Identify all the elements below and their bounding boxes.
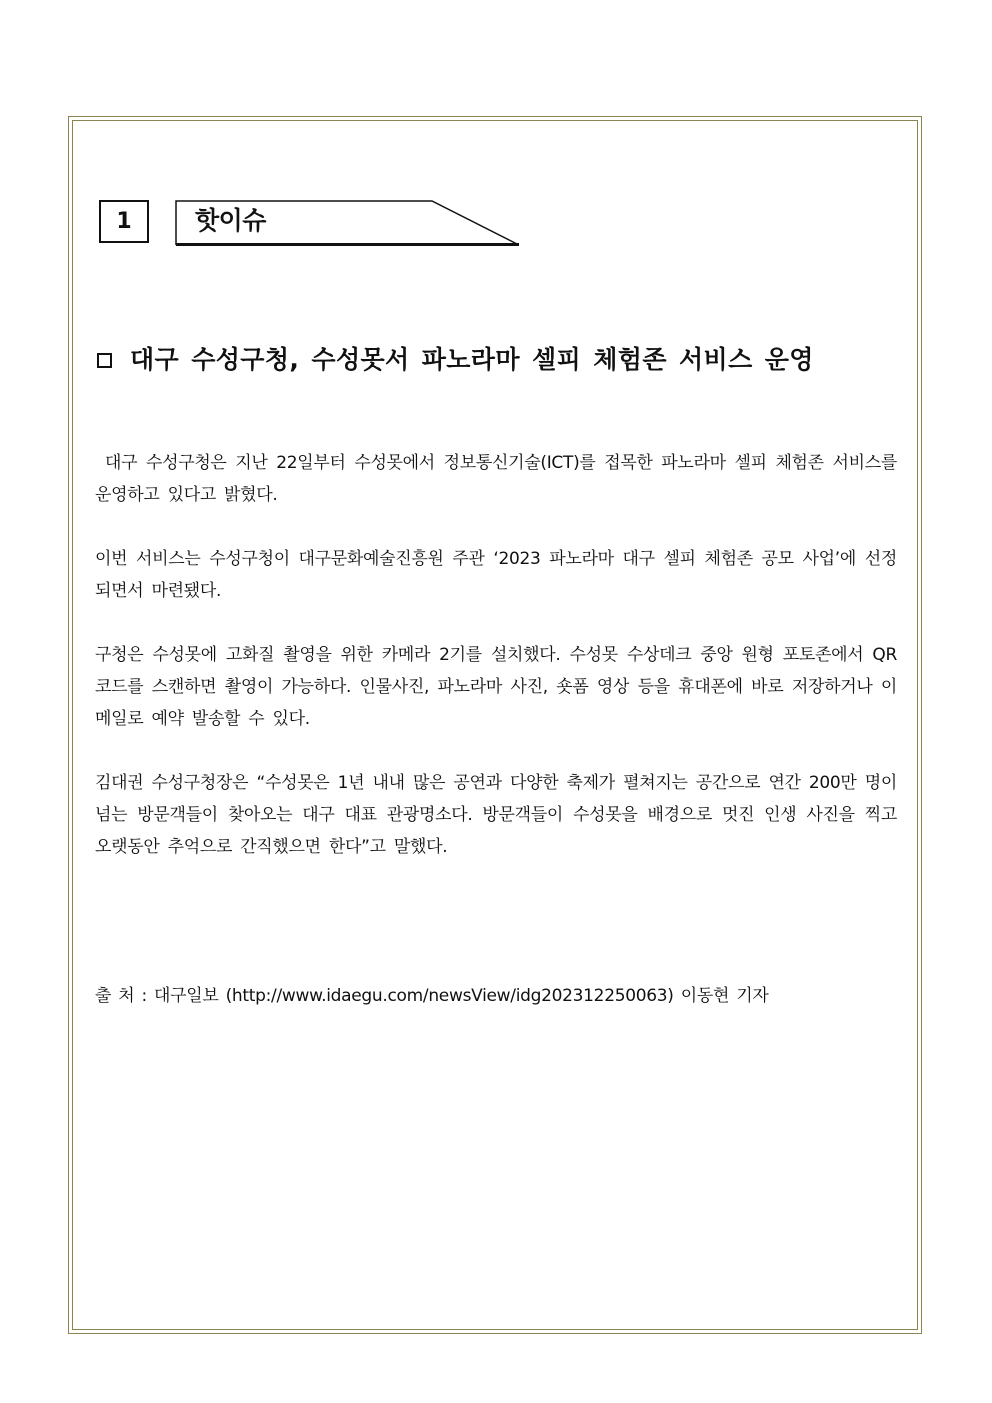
article-paragraph: 김대권 수성구청장은 “수성못은 1년 내내 많은 공연과 다양한 축제가 펼쳐지는 공간으로 연간 200만 명이 넘는 방문객들이 찾아오는 대구 대표 관광명소다. 방문객들이 수성못을 배경으로 멋진 인생 사진을 찍고 오랫동안 추억으로 간직했으면 한다”고 말했다.: [95, 773, 897, 857]
section-title-tab: [175, 200, 520, 246]
article-paragraph: 대구 수성구청은 지난 22일부터 수성못에서 정보통신기술(ICT)를 접목한 파노라마 셀피 체험존 서비스를 운영하고 있다고 밝혔다.: [95, 453, 897, 505]
source-citation: 출 처 : 대구일보 (http://www.idaegu.com/newsView/idg202312250063) 이동현 기자: [95, 986, 769, 1006]
section-number-box: [99, 200, 149, 243]
checkbox-icon: [97, 353, 112, 368]
article-paragraph: 구청은 수성못에 고화질 촬영을 위한 카메라 2기를 설치했다. 수성못 수상데크 중앙 원형 포토존에서 QR코드를 스캔하면 촬영이 가능하다. 인물사진, 파노라마 사진, 숏폼 영상 등을 휴대폰에 바로 저장하거나 이메일로 예약 발송할 수 있다.: [95, 645, 897, 729]
section-title: 핫이슈: [195, 206, 266, 235]
headline: [97, 340, 814, 380]
article-paragraph: 이번 서비스는 수성구청이 대구문화예술진흥원 주관 ‘2023 파노라마 대구 셀피 체험존 공모 사업’에 선정되면서 마련됐다.: [95, 549, 897, 601]
headline-text: 대구 수성구청, 수성못서 파노라마 셀피 체험존 서비스 운영: [130, 345, 814, 374]
section-number: 1: [116, 209, 132, 234]
